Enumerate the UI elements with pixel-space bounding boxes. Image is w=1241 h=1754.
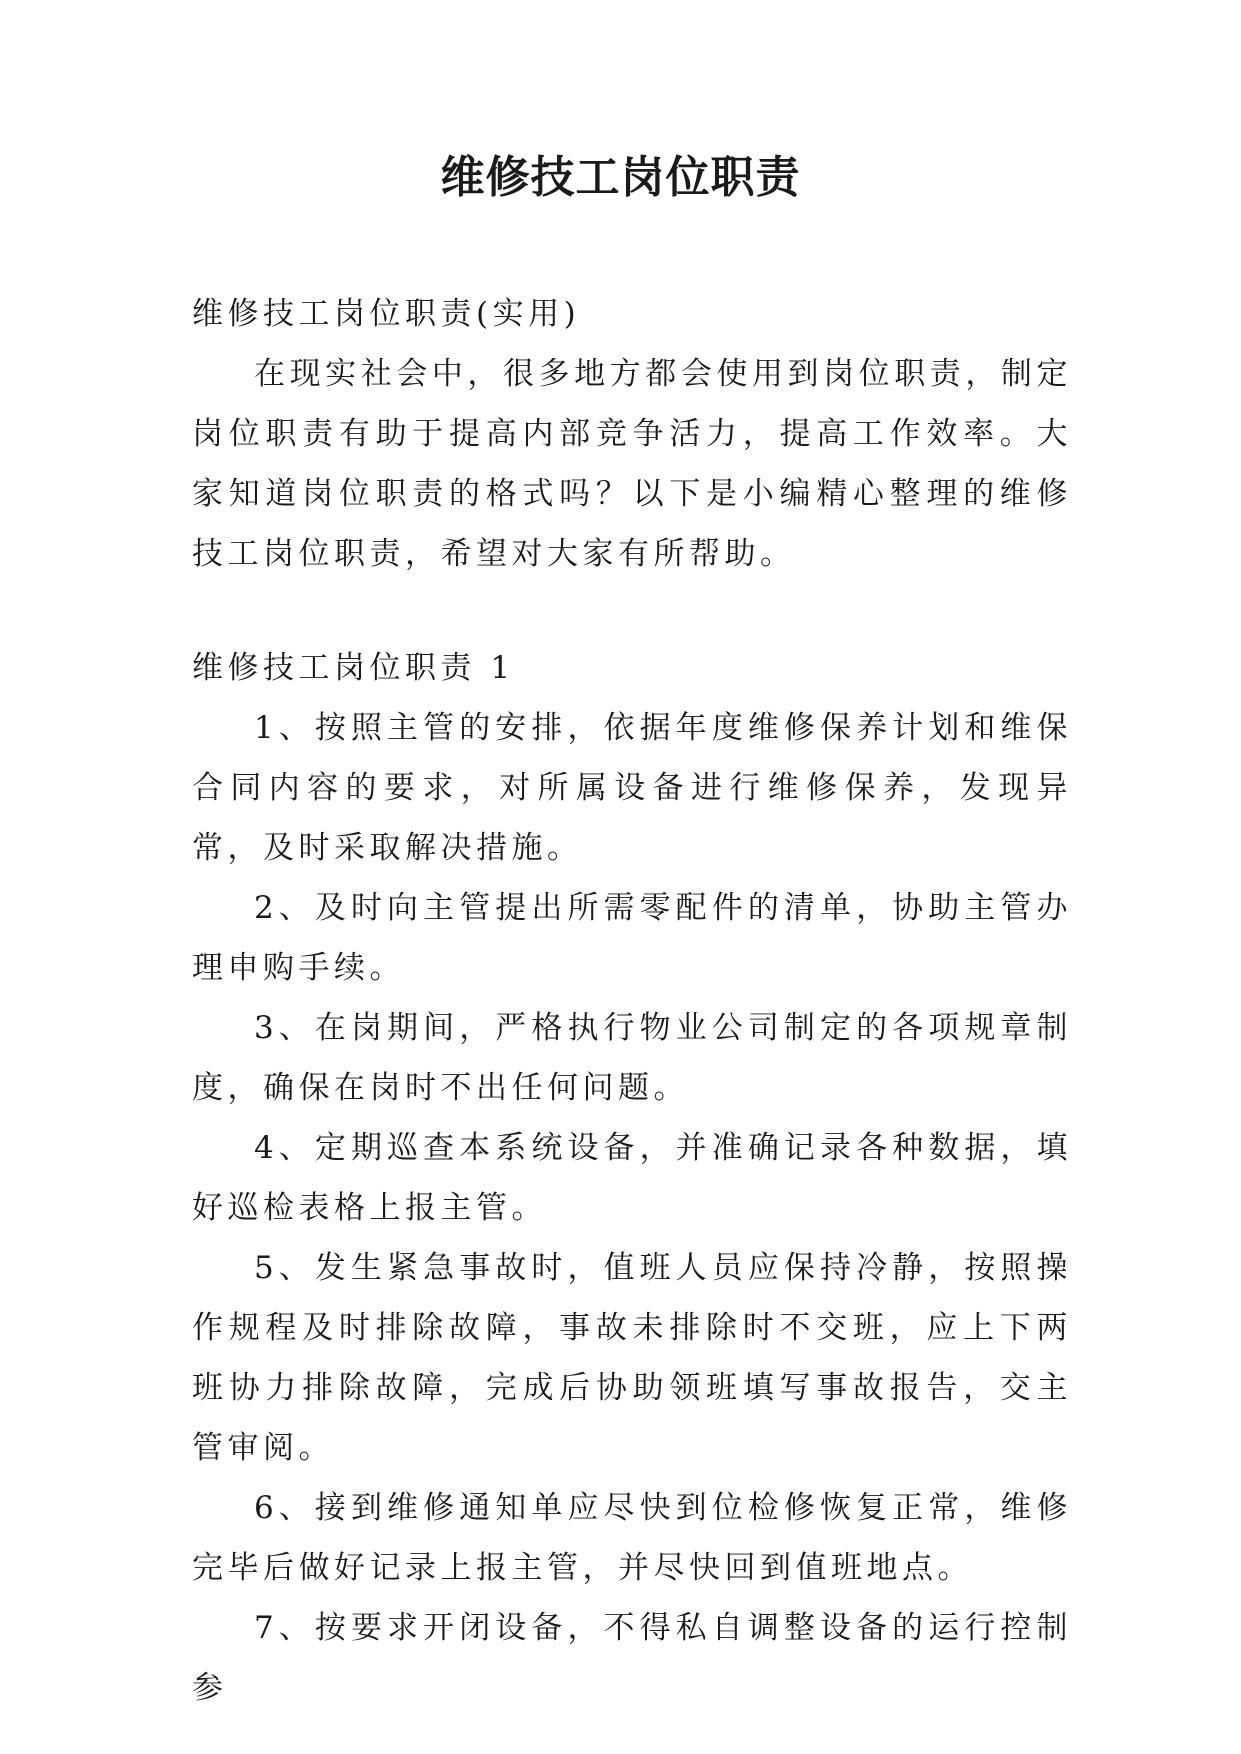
paragraph-spacer	[192, 584, 1072, 638]
intro-paragraph: 在现实社会中，很多地方都会使用到岗位职责，制定岗位职责有助于提高内部竞争活力，提高工作效率。大家知道岗位职责的格式吗？以下是小编精心整理的维修技工岗位职责，希望对大家有所帮助。	[192, 356, 1072, 572]
page-title: 维修技工岗位职责	[440, 152, 801, 203]
section-heading: 维修技工岗位职责 1	[192, 650, 515, 686]
duty-item: 3、在岗期间，严格执行物业公司制定的各项规章制度，确保在岗时不出任何问题。	[192, 1010, 1072, 1106]
duty-item: 4、定期巡查本系统设备，并准确记录各种数据，填好巡检表格上报主管。	[192, 1130, 1072, 1226]
duty-item: 2、及时向主管提出所需零配件的清单，协助主管办理申购手续。	[192, 890, 1072, 986]
duty-item: 7、按要求开闭设备，不得私自调整设备的运行控制参	[192, 1610, 1072, 1706]
duty-item: 6、接到维修通知单应尽快到位检修恢复正常，维修完毕后做好记录上报主管，并尽快回到值班地点。	[192, 1490, 1072, 1586]
document-body	[192, 284, 1072, 1718]
duty-item: 5、发生紧急事故时，值班人员应保持冷静，按照操作规程及时排除故障，事故未排除时不交班，应上下两班协力排除故障，完成后协助领班填写事故报告，交主管审阅。	[192, 1250, 1072, 1466]
duty-item: 1、按照主管的安排，依据年度维修保养计划和维保合同内容的要求，对所属设备进行维修保养，发现异常，及时采取解决措施。	[192, 710, 1072, 866]
document-subtitle: 维修技工岗位职责(实用)	[192, 296, 581, 332]
